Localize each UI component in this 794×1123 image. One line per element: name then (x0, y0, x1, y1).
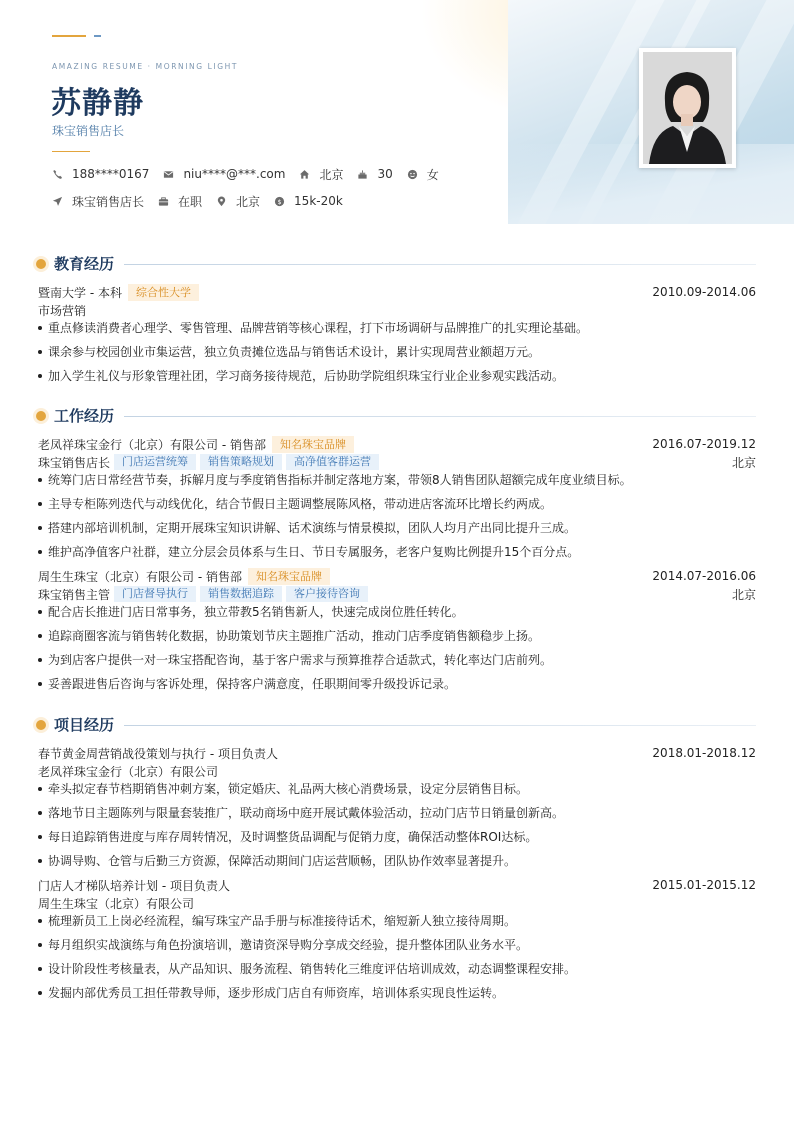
job-date: 2016.07-2019.12 (652, 437, 756, 451)
project-org-line (38, 762, 756, 780)
intent-position: 珠宝销售店长 (72, 194, 145, 209)
list-item: 落地节日主题陈列与限量套装推广，联动商场中庭开展试戴体验活动，拉动门店节日销量创新高。 (38, 804, 756, 822)
candidate-name: 苏静静 (51, 86, 144, 121)
section-header (36, 254, 756, 274)
section-divider (124, 725, 756, 726)
list-item: 妥善跟进售后咨询与客诉处理，保持客户满意度，任职期间零升级投诉记录。 (38, 675, 756, 693)
mail-icon (163, 169, 174, 180)
section-title: 项目经历 (54, 716, 115, 734)
project-date: 2015.01-2015.12 (652, 878, 756, 892)
list-item: 加入学生礼仪与形象管理社团，学习商务接待规范，后协助学院组织珠宝行业企业参观实践活动。 (38, 367, 756, 385)
list-item: 为到店客户提供一对一珠宝搭配咨询，基于客户需求与预算推荐合适款式，转化率达门店前列。 (38, 651, 756, 669)
home-icon (299, 169, 310, 180)
job-date: 2014.07-2016.06 (652, 569, 756, 583)
education-section (0, 254, 794, 384)
list-item: 每日追踪销售进度与库存周转情况，及时调整货品调配与促销力度，确保活动整体ROI达标。 (38, 828, 756, 846)
section-title: 工作经历 (54, 407, 115, 425)
cake-icon (357, 169, 368, 180)
company-name: 老凤祥珠宝金行（北京）有限公司 - 销售部 (38, 437, 266, 452)
job-role-line (38, 585, 756, 603)
salary-icon (274, 196, 285, 207)
list-item: 重点修读消费者心理学、零售管理、品牌营销等核心课程，打下市场调研与品牌推广的扎实理论基础。 (38, 319, 756, 337)
list-item: 发掘内部优秀员工担任带教导师，逐步形成门店自有师资库，培训体系实现良性运转。 (38, 984, 756, 1002)
send-icon (52, 196, 63, 207)
section-dot-icon (36, 720, 46, 730)
job-role: 珠宝销售主管 (38, 587, 111, 602)
section-header (36, 406, 756, 426)
accent-dash (52, 35, 86, 37)
email-text: niu****@***.com (183, 167, 286, 181)
skill-tag: 门店运营统筹 (114, 454, 196, 470)
work-section (0, 406, 794, 696)
skill-tag: 客户接待咨询 (286, 586, 368, 602)
company-tag: 知名珠宝品牌 (248, 568, 330, 585)
list-item: 配合店长推进门店日常事务，独立带教5名销售新人，快速完成岗位胜任转化。 (38, 603, 756, 621)
company-name: 周生生珠宝（北京）有限公司 - 销售部 (38, 569, 242, 584)
project-org-line (38, 894, 756, 912)
intent-location: 北京 (236, 194, 261, 209)
intent-salary: 15k-20k (294, 194, 343, 208)
list-item: 牵头拟定春节档期销售冲刺方案，锁定婚庆、礼品两大核心消费场景，设定分层销售目标。 (38, 780, 756, 798)
intent-status: 在职 (178, 194, 203, 209)
list-item: 每月组织实战演练与角色扮演培训，邀请资深导购分享成交经验，提升整体团队业务水平。 (38, 936, 756, 954)
job-header-line (38, 567, 756, 585)
project-date: 2018.01-2018.12 (652, 746, 756, 760)
project-header-line (38, 876, 756, 894)
phone-text: 188****0167 (72, 167, 150, 181)
section-title: 教育经历 (54, 255, 115, 273)
list-item: 课余参与校园创业市集运营，独立负责摊位选品与销售话术设计，累计实现周营业额超万元。 (38, 343, 756, 361)
age-text: 30 (377, 167, 393, 181)
briefcase-icon (158, 196, 169, 207)
list-item: 梳理新员工上岗必经流程，编写珠宝产品手册与标准接待话术，缩短新人独立接待周期。 (38, 912, 756, 930)
list-item: 维护高净值客户社群，建立分层会员体系与生日、节日专属服务，老客户复购比例提升15个百分点。 (38, 543, 756, 561)
phone-icon (52, 169, 63, 180)
job-role-line (38, 453, 756, 471)
skill-tag: 销售策略规划 (200, 454, 282, 470)
school-tag: 综合性大学 (128, 284, 199, 301)
gender-icon (407, 169, 418, 180)
resume-kicker: AMAZING RESUME · MORNING LIGHT (52, 62, 239, 71)
skill-tag: 门店督导执行 (114, 586, 196, 602)
list-item: 设计阶段性考核量表，从产品知识、服务流程、销售转化三维度评估培训成效，动态调整课程安排。 (38, 960, 756, 978)
project-org: 老凤祥珠宝金行（北京）有限公司 (38, 764, 219, 779)
section-divider (124, 416, 756, 417)
project-name: 春节黄金周营销战役策划与执行 - 项目负责人 (38, 746, 278, 761)
contact-row (52, 166, 453, 182)
education-date: 2010.09-2014.06 (652, 285, 756, 299)
job-header-line (38, 435, 756, 453)
project-org: 周生生珠宝（北京）有限公司 (38, 896, 195, 911)
svg-text:$: $ (277, 197, 282, 206)
skill-tag: 高净值客群运营 (286, 454, 379, 470)
city-text: 北京 (319, 167, 344, 182)
skill-tag: 销售数据追踪 (200, 586, 282, 602)
accent-dash-small (94, 35, 101, 37)
school-name: 暨南大学 - 本科 (38, 285, 122, 300)
list-item: 统筹门店日常经营节奏，拆解月度与季度销售指标并制定落地方案，带领8人销售团队超额完成年度业绩目标。 (38, 471, 756, 489)
list-item: 追踪商圈客流与销售转化数据，协助策划节庆主题推广活动，推动门店季度销售额稳步上扬。 (38, 627, 756, 645)
projects-section (0, 715, 794, 1015)
location-pin-icon (216, 196, 227, 207)
job-location: 北京 (731, 587, 756, 602)
job-role: 珠宝销售店长 (38, 455, 111, 470)
intent-row (52, 193, 357, 209)
title-rule (52, 151, 90, 152)
section-header (36, 715, 756, 735)
education-major-line (38, 301, 756, 319)
major-name: 市场营销 (38, 303, 87, 318)
section-divider (124, 264, 756, 265)
list-item: 搭建内部培训机制，定期开展珠宝知识讲解、话术演练与情景模拟，团队人均月产出同比提升三成。 (38, 519, 756, 537)
gender-text: 女 (426, 167, 439, 182)
section-dot-icon (36, 411, 46, 421)
education-header-line (38, 283, 756, 301)
project-name: 门店人才梯队培养计划 - 项目负责人 (38, 878, 230, 893)
resume-header (0, 0, 794, 224)
section-dot-icon (36, 259, 46, 269)
list-item: 协调导购、仓管与后勤三方资源，保障活动期间门店运营顺畅，团队协作效率显著提升。 (38, 852, 756, 870)
project-header-line (38, 744, 756, 762)
profile-photo (639, 48, 736, 168)
list-item: 主导专柜陈列迭代与动线优化，结合节假日主题调整展陈风格，带动进店客流环比增长约两成。 (38, 495, 756, 513)
candidate-title: 珠宝销售店长 (52, 124, 125, 138)
job-location: 北京 (731, 455, 756, 470)
company-tag: 知名珠宝品牌 (272, 436, 354, 453)
